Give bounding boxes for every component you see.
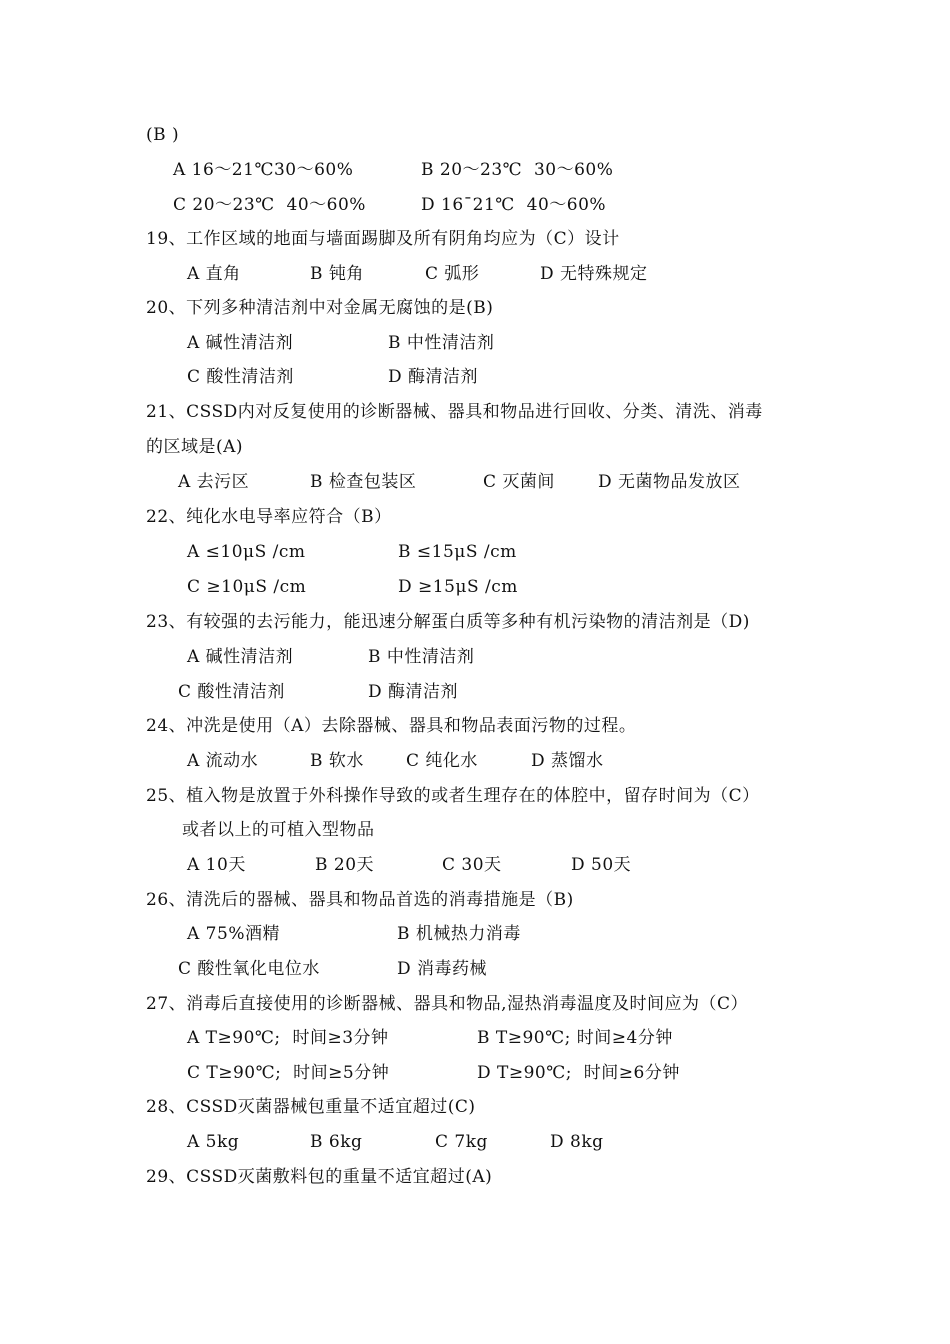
option-a: A 5kg: [187, 1132, 240, 1152]
option-c: C ≥10μS /cm: [187, 577, 307, 597]
option-d: D T≥90℃; 时间≥6分钟: [477, 1063, 680, 1083]
question-27: 27、消毒后直接使用的诊断器械、器具和物品,湿热消毒温度及时间应为（C）: [146, 994, 749, 1014]
option-d: D 酶清洁剂: [388, 367, 479, 387]
question-21-cont: 的区域是(A): [146, 437, 244, 457]
option-d: D 8kg: [550, 1132, 604, 1152]
question-24: 24、冲洗是使用（A）去除器械、器具和物品表面污物的过程。: [146, 716, 637, 736]
option-a: A 碱性清洁剂: [187, 333, 294, 353]
option-b: B T≥90℃; 时间≥4分钟: [477, 1028, 673, 1048]
option-b: B 中性清洁剂: [388, 333, 495, 353]
option-c: C 弧形: [425, 264, 480, 284]
option-c: C 酸性清洁剂: [187, 367, 294, 387]
option-a: A 10天: [187, 855, 246, 875]
question-21: 21、CSSD内对反复使用的诊断器械、器具和物品进行回收、分类、清洗、消毒: [146, 402, 763, 422]
option-d: D 酶清洁剂: [368, 682, 459, 702]
option-c: C 20～23℃ 40～60%: [173, 195, 366, 215]
option-c: C T≥90℃; 时间≥5分钟: [187, 1063, 390, 1083]
question-25-cont: 或者以上的可植入型物品: [182, 820, 375, 840]
question-19: 19、工作区域的地面与墙面踢脚及所有阴角均应为（C）设计: [146, 229, 620, 249]
option-b: B 20天: [315, 855, 375, 875]
option-b: B 钝角: [310, 264, 364, 284]
option-c: C 纯化水: [406, 751, 478, 771]
option-b: B ≤15μS /cm: [398, 542, 517, 562]
question-23: 23、有较强的去污能力，能迅速分解蛋白质等多种有机污染物的清洁剂是（D): [146, 612, 750, 632]
option-b: B 检查包装区: [310, 472, 417, 492]
option-a: A ≤10μS /cm: [187, 542, 306, 562]
option-d: D 无特殊规定: [540, 264, 648, 284]
question-22: 22、纯化水电导率应符合（B）: [146, 507, 392, 527]
option-d: D 16¯21℃ 40～60%: [421, 195, 607, 215]
option-d: D 消毒药械: [397, 959, 488, 979]
answer-line: (B ): [146, 125, 180, 145]
option-d: D ≥15μS /cm: [398, 577, 518, 597]
option-c: C 7kg: [435, 1132, 488, 1152]
question-28: 28、CSSD灭菌器械包重量不适宜超过(C): [146, 1097, 476, 1117]
option-c: C 酸性氧化电位水: [178, 959, 320, 979]
option-a: A 流动水: [187, 751, 259, 771]
option-b: B 20～23℃ 30～60%: [421, 160, 614, 180]
option-c: C 灭菌间: [483, 472, 555, 492]
option-a: A T≥90℃; 时间≥3分钟: [187, 1028, 389, 1048]
question-26: 26、清洗后的器械、器具和物品首选的消毒措施是（B): [146, 890, 574, 910]
option-c: C 酸性清洁剂: [178, 682, 285, 702]
option-d: D 蒸馏水: [531, 751, 604, 771]
option-a: A 碱性清洁剂: [187, 647, 294, 667]
option-a: A 16～21℃30～60%: [173, 160, 354, 180]
option-d: D 无菌物品发放区: [598, 472, 741, 492]
question-25: 25、植入物是放置于外科操作导致的或者生理存在的体腔中，留存时间为（C）: [146, 786, 760, 806]
option-b: B 6kg: [310, 1132, 363, 1152]
option-b: B 软水: [310, 751, 364, 771]
option-a: A 直角: [187, 264, 241, 284]
question-29: 29、CSSD灭菌敷料包的重量不适宜超过(A): [146, 1167, 493, 1187]
question-20: 20、下列多种清洁剂中对金属无腐蚀的是(B): [146, 298, 494, 318]
option-a: A 去污区: [178, 472, 250, 492]
option-b: B 机械热力消毒: [397, 924, 521, 944]
option-b: B 中性清洁剂: [368, 647, 475, 667]
option-d: D 50天: [571, 855, 632, 875]
option-c: C 30天: [442, 855, 502, 875]
option-a: A 75%酒精: [187, 924, 280, 944]
